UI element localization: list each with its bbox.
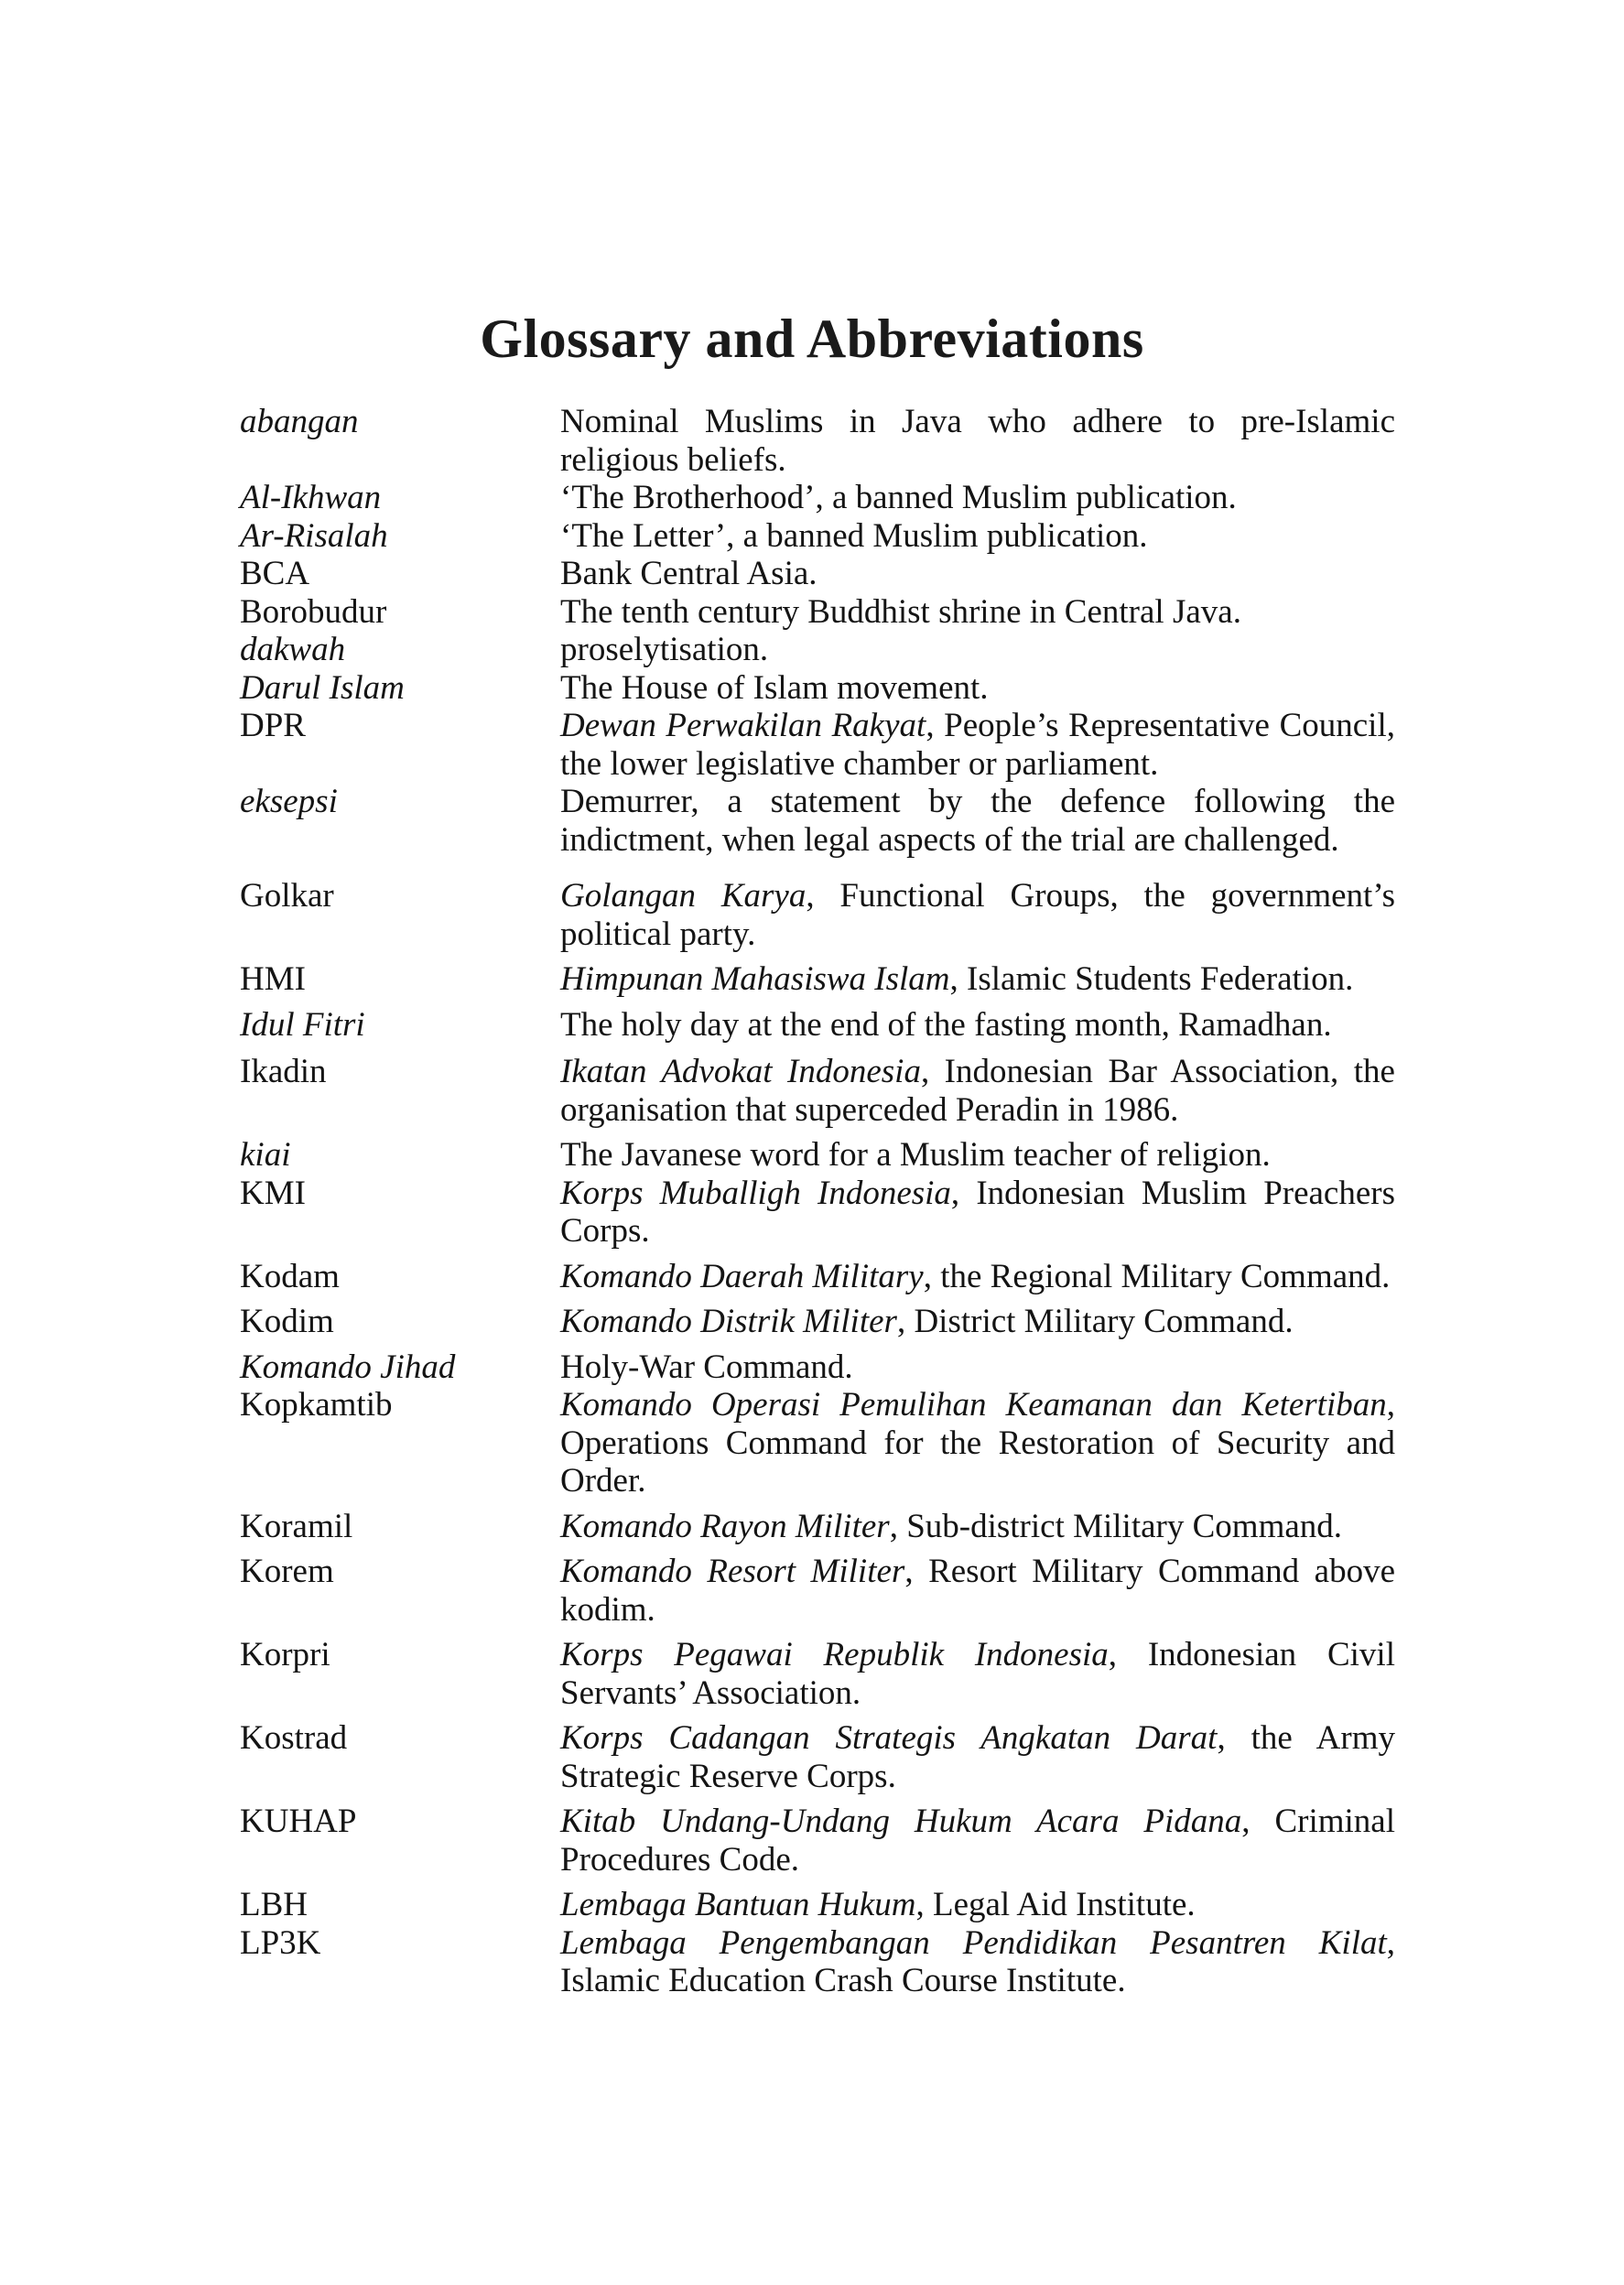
glossary-term: LBH (240, 1886, 308, 1923)
definition-italic-term: Komando Resort Militer (560, 1553, 905, 1590)
glossary-term: Korpri (240, 1636, 330, 1673)
glossary-definition (560, 593, 1395, 632)
definition-text: proselytisation. (560, 631, 769, 668)
glossary-definition (560, 1803, 1395, 1879)
glossary-entry (240, 1348, 1395, 1387)
definition-italic-term: Komando Rayon Militer (560, 1507, 890, 1545)
glossary-entry (240, 707, 1395, 783)
glossary-term: HMI (240, 960, 306, 998)
definition-text: The Javanese word for a Muslim teacher of religion. (560, 1136, 1271, 1174)
glossary-definition (560, 877, 1395, 953)
glossary-definition (560, 631, 1395, 669)
definition-text: , District Military Command. (896, 1303, 1294, 1340)
glossary-entry (240, 517, 1395, 556)
definition-text: , Indonesian Bar Association, the organisation that superceded Peradin in 1986. (560, 1053, 1395, 1129)
glossary-entry (240, 877, 1395, 953)
definition-text: , Legal Aid Institute. (915, 1886, 1196, 1923)
glossary-term: kiai (240, 1136, 291, 1174)
glossary-term: abangan (240, 403, 359, 440)
definition-text: Nominal Muslims in Java who adhere to pre-Islamic religious beliefs. (560, 403, 1395, 479)
glossary-definition (560, 1636, 1395, 1712)
glossary-entry (240, 1136, 1395, 1175)
glossary-entry (240, 403, 1395, 479)
glossary-definition (560, 517, 1395, 556)
glossary-term: eksepsi (240, 783, 338, 820)
glossary-definition (560, 669, 1395, 708)
glossary-definition (560, 1053, 1395, 1129)
glossary-term: Borobudur (240, 592, 387, 631)
glossary-term: DPR (240, 707, 306, 744)
glossary-definition (560, 783, 1395, 859)
definition-text: , Islamic Students Federation. (949, 960, 1354, 998)
glossary-term: Kodim (240, 1303, 334, 1340)
definition-text: , the Regional Military Command. (923, 1257, 1391, 1295)
glossary-definition (560, 479, 1395, 517)
glossary-term: Golkar (240, 877, 334, 915)
glossary-term: Ar-Risalah (240, 516, 388, 555)
definition-italic-term: Komando Operasi Pemulihan Keamanan dan Ketertiban (560, 1386, 1387, 1424)
glossary-entry (240, 1175, 1395, 1251)
definition-text: ‘The Letter’, a banned Muslim publication. (560, 516, 1148, 555)
definition-text: , People’s Representative Council, the lower legislative chamber or parliament. (560, 707, 1395, 783)
glossary-definition (560, 960, 1395, 999)
glossary-entry (240, 1924, 1395, 2000)
definition-text: , Islamic Education Crash Course Institute. (560, 1923, 1395, 1999)
glossary-term: Idul Fitri (240, 1005, 365, 1044)
definition-italic-term: Dewan Perwakilan Rakyat (560, 707, 926, 744)
definition-text: The holy day at the end of the fasting month, Ramadhan. (560, 1005, 1332, 1044)
glossary-entry (240, 1636, 1395, 1712)
definition-text: Demurrer, a statement by the defence following the indictment, when legal aspects of the trial are challenged. (560, 783, 1395, 859)
glossary-definition (560, 1553, 1395, 1629)
glossary-entry (240, 1508, 1395, 1546)
definition-text: ‘The Brotherhood’, a banned Muslim publication. (560, 479, 1237, 516)
definition-text: , Operations Command for the Restoration of Security and Order. (560, 1386, 1395, 1500)
definition-text: , Functional Groups, the government’s political party. (560, 877, 1396, 953)
definition-text: , the Army Strategic Reserve Corps. (560, 1719, 1396, 1795)
glossary-definition (560, 1719, 1395, 1795)
glossary-entry (240, 631, 1395, 669)
glossary-entry (240, 669, 1395, 708)
definition-italic-term: Golangan Karya (560, 877, 807, 915)
glossary-entry (240, 1303, 1395, 1341)
glossary-definition (560, 555, 1395, 593)
glossary-term: Darul Islam (240, 668, 405, 707)
glossary-definition (560, 1006, 1395, 1045)
glossary-definition (560, 1303, 1395, 1341)
definition-italic-term: Kitab Undang-Undang Hukum Acara Pidana (560, 1803, 1242, 1840)
definition-text: Bank Central Asia. (560, 555, 817, 592)
glossary-definition (560, 707, 1395, 783)
definition-text: , Criminal Procedures Code. (560, 1803, 1395, 1879)
glossary-definition (560, 1508, 1395, 1546)
definition-text: , Resort Military Command above kodim. (560, 1553, 1396, 1629)
definition-text: The tenth century Buddhist shrine in Central Java. (560, 592, 1241, 631)
glossary-term: Kostrad (240, 1719, 348, 1757)
glossary-term: Al-Ikhwan (240, 479, 382, 516)
definition-italic-term: Himpunan Mahasiswa Islam (560, 960, 950, 998)
glossary-definition (560, 1348, 1395, 1387)
glossary-term: KMI (240, 1174, 306, 1212)
glossary-entry (240, 783, 1395, 859)
glossary-entry (240, 593, 1395, 632)
glossary-entry (240, 1553, 1395, 1629)
glossary-entry (240, 555, 1395, 593)
definition-text: , Indonesian Civil Servants’ Association. (560, 1636, 1395, 1712)
definition-italic-term: Komando Distrik Militer (560, 1303, 897, 1340)
glossary-term: LP3K (240, 1923, 321, 1962)
glossary-term: Ikadin (240, 1053, 327, 1090)
glossary-term: Kodam (240, 1257, 340, 1295)
glossary-definition (560, 403, 1395, 479)
glossary-term: KUHAP (240, 1803, 357, 1840)
glossary-definition (560, 1136, 1395, 1175)
glossary-entry (240, 960, 1395, 999)
glossary-term: Kopkamtib (240, 1386, 393, 1424)
glossary-definition (560, 1924, 1395, 2000)
definition-italic-term: Korps Cadangan Strategis Angkatan Darat (560, 1719, 1218, 1757)
definition-text: , Sub-district Military Command. (889, 1507, 1343, 1545)
glossary-entry (240, 1886, 1395, 1924)
definition-text: , Indonesian Muslim Preachers Corps. (560, 1174, 1395, 1250)
glossary-term: BCA (240, 555, 310, 592)
definition-italic-term: Ikatan Advokat Indonesia (560, 1053, 921, 1090)
glossary-entry (240, 1258, 1395, 1296)
definition-italic-term: Lembaga Bantuan Hukum (560, 1886, 916, 1923)
glossary-list (240, 403, 1395, 2000)
glossary-term: Koramil (240, 1507, 353, 1545)
glossary-entry (240, 1719, 1395, 1795)
definition-italic-term: Korps Pegawai Republik Indonesia (560, 1636, 1109, 1673)
glossary-term: Korem (240, 1553, 334, 1590)
glossary-term: Komando Jihad (240, 1348, 456, 1386)
page-title: Glossary and Abbreviations (480, 309, 1144, 369)
glossary-definition (560, 1175, 1395, 1251)
definition-italic-term: Komando Daerah Military (560, 1257, 924, 1295)
definition-italic-term: Lembaga Pengembangan Pendidikan Pesantren Kilat (560, 1923, 1387, 1962)
glossary-entry (240, 479, 1395, 517)
definition-text: Holy-War Command. (560, 1348, 853, 1386)
glossary-entry (240, 1006, 1395, 1045)
glossary-definition (560, 1386, 1395, 1500)
glossary-definition (560, 1886, 1395, 1924)
glossary-entry (240, 1053, 1395, 1129)
glossary-entry (240, 1386, 1395, 1500)
definition-text: The House of Islam movement. (560, 668, 989, 707)
glossary-entry (240, 1803, 1395, 1879)
glossary-definition (560, 1258, 1395, 1296)
definition-italic-term: Korps Muballigh Indonesia (560, 1174, 951, 1212)
glossary-term: dakwah (240, 631, 346, 668)
